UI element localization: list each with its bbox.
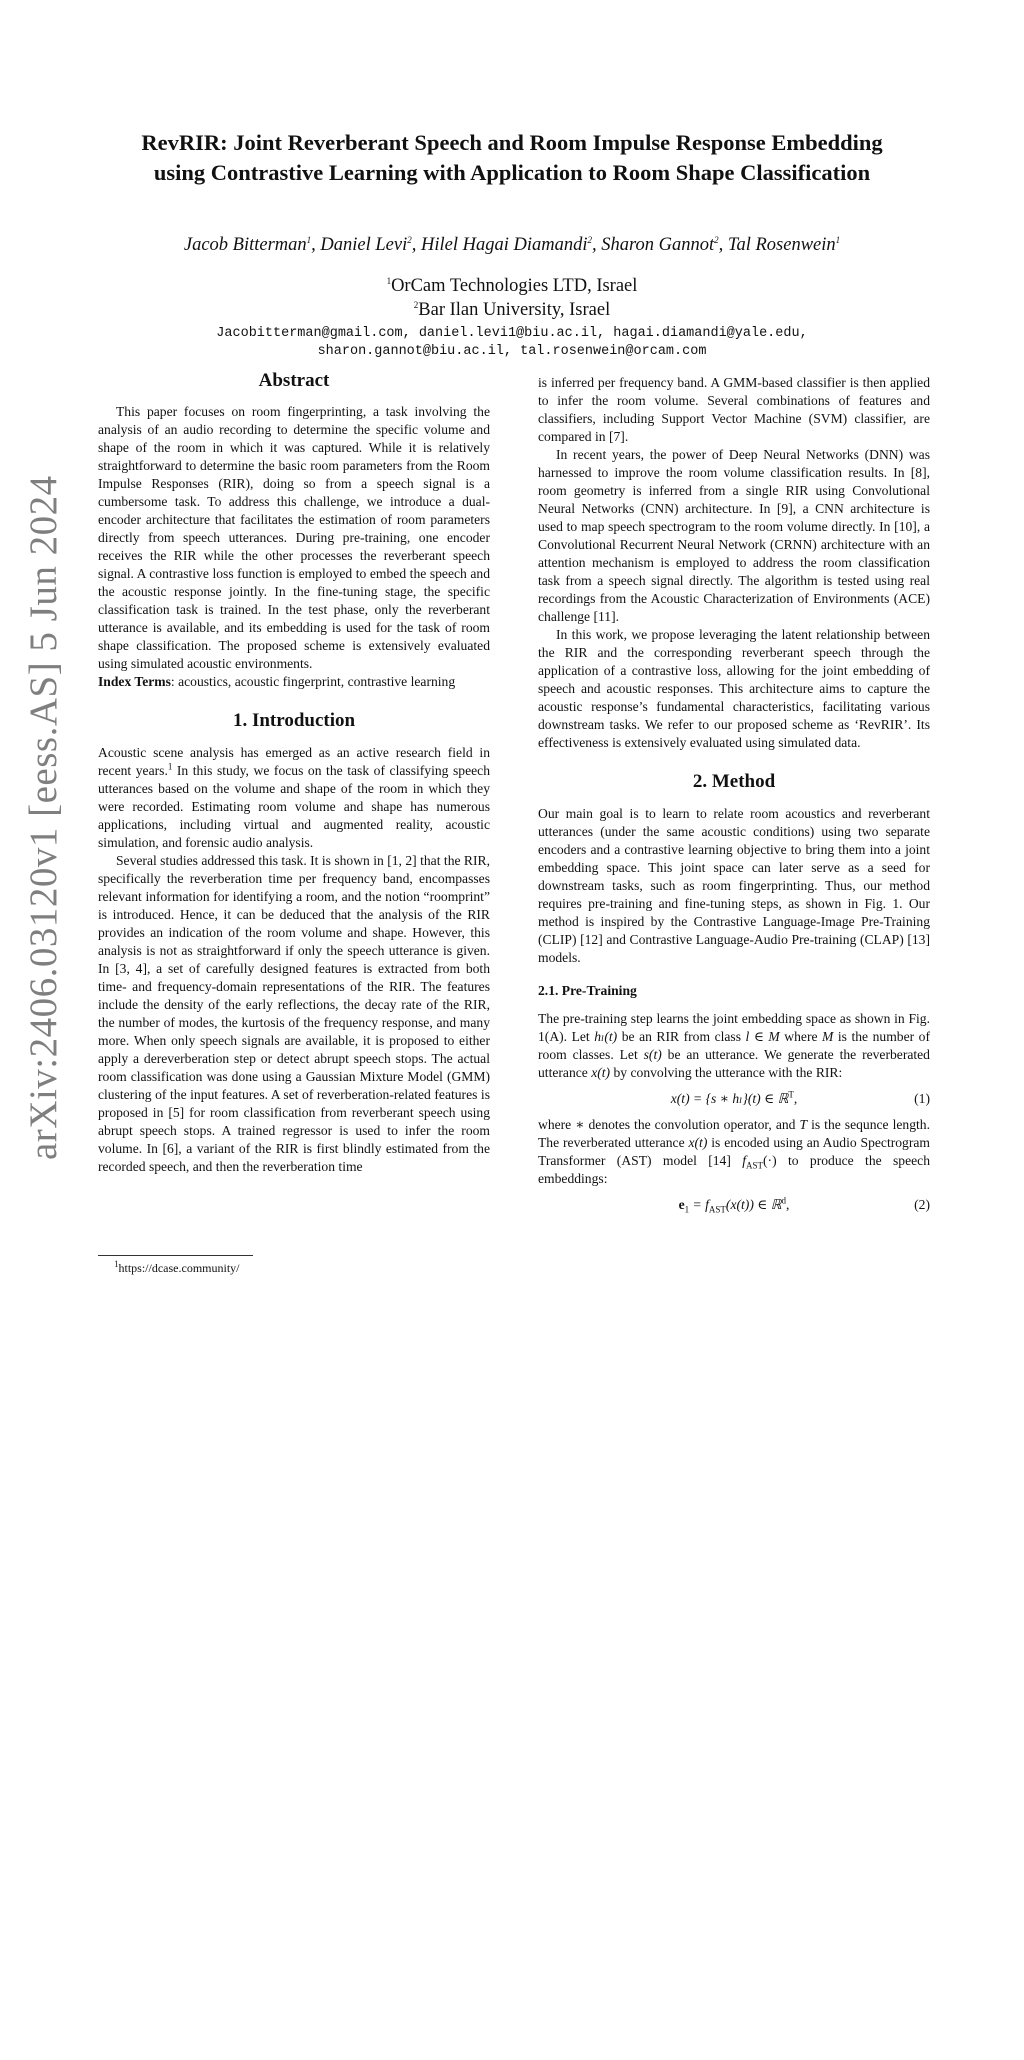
equation-1-number: (1) <box>914 1091 930 1106</box>
text-run: be an utterance. We generate the reverberated utterance <box>538 1047 930 1080</box>
index-terms-list: : acoustics, acoustic fingerprint, contrastive learning <box>170 674 456 689</box>
footnote-marker: 1 <box>167 761 173 772</box>
author-name: Daniel Levi <box>320 235 408 255</box>
author-name: Sharon Gannot <box>601 235 715 255</box>
method-heading: 2. Method <box>692 771 776 792</box>
author-separator: , <box>411 235 421 255</box>
email-line-1: Jacobitterman@gmail.com, daniel.levi1@biu.ac.il, hagai.diamandi@yale.edu, <box>216 326 808 341</box>
math-subscript: 1 <box>684 1204 690 1215</box>
affiliation-list <box>70 274 954 322</box>
footnote-divider <box>98 1255 253 1256</box>
intro-paragraph-1 <box>98 744 490 852</box>
intro-paragraph-2-continued: is inferred per frequency band. A GMM-based classifier is then applied to infer the room volume. Several combinations of features and classifiers, including Support Vector Machine (SVM) classifier, are compared in [7]. <box>538 375 930 444</box>
math-vector: e <box>678 1197 685 1212</box>
pretraining-heading: 2.1. Pre-Training <box>538 983 637 998</box>
text-run: The pre-training step learns the joint embedding space as shown in Fig. 1(A). Let <box>538 1011 930 1044</box>
math-punct: , <box>793 1091 798 1106</box>
author-separator: , <box>591 235 602 255</box>
author-name: Hilel Hagai Diamandi <box>420 235 588 255</box>
method-paragraph-1: Our main goal is to learn to relate room acoustics and reverberant utterances (under the same acoustic conditions) using two separate encoders and a contrastive learning objective to bring them into a joint embedding space. This joint space can later serve as a seed for downstream tasks, such as room fingerprinting. Thus, our method requires pre-training and fine-tuning steps, as shown in Fig. 1. Our method is inspired by the Contrastive Language-Image Pre-Training (CLIP) [12] and Contrastive Language-Audio Pre-training (CLAP) [13] models. <box>538 806 930 965</box>
author-emails <box>70 325 954 361</box>
footnote <box>114 1260 239 1276</box>
author-separator: , <box>718 235 728 255</box>
math-inline: hₗ(t) <box>594 1029 618 1044</box>
math-inline: s(t) <box>643 1047 662 1062</box>
math-inline: ∈ M <box>753 1029 780 1044</box>
equation-1-body <box>538 1090 900 1108</box>
author-affiliation-mark: 2 <box>407 234 412 245</box>
left-column <box>98 369 490 1176</box>
right-column <box>538 374 930 1214</box>
author-affiliation-mark: 1 <box>306 234 312 245</box>
author-list <box>70 232 954 258</box>
arxiv-side-stamp <box>8 475 80 2060</box>
index-terms <box>98 673 490 691</box>
math-subscript: AST <box>708 1204 726 1215</box>
math-subscript: AST <box>746 1160 764 1171</box>
author-name: Jacob Bitterman <box>183 235 307 255</box>
text-run: where ∗ denotes the convolution operator, and <box>538 1117 800 1132</box>
arxiv-identifier: arXiv:2406.03120v1 [eess.AS] 5 Jun 2024 <box>22 475 65 1160</box>
text-run: is the number of room classes. Let <box>538 1029 930 1062</box>
math-expression: = f <box>689 1197 709 1212</box>
abstract-heading: Abstract <box>258 370 330 391</box>
introduction-heading: 1. Introduction <box>232 710 356 731</box>
intro-p1-text-cont: In this study, we focus on the task of classifying speech utterances based on the volume and shape of the room in which they were recorded. Estimating room volume and shape has numerous applications, including virtual and augmented reality, acoustic simulation, and forensic audio analysis. <box>98 763 490 850</box>
intro-paragraph-4: In this work, we propose leveraging the latent relationship between the RIR and the corresponding reverberant speech through the application of a contrastive loss, allowing for the joint embedding of speech and acoustic responses. This architecture aims to capture the acoustic response’s fundamental characteristics, facilitating various downstream tasks. We refer to our proposed scheme as ‘RevRIR’. Its effectiveness is extensively evaluated using simulated data. <box>538 627 930 750</box>
title-line-1: RevRIR: Joint Reverberant Speech and Room Impulse Response Embedding <box>141 130 883 155</box>
text-run: by convolving the utterance with the RIR: <box>610 1065 843 1080</box>
affiliation-name: OrCam Technologies LTD, Israel <box>391 276 638 296</box>
author-affiliation-mark: 2 <box>714 234 719 245</box>
author-name: Tal Rosenwein <box>727 235 836 255</box>
math-expression: x(t) = {s ∗ hₗ}(t) ∈ ℝ <box>670 1091 789 1106</box>
title-line-2: using Contrastive Learning with Application to Room Shape Classification <box>153 160 871 185</box>
author-affiliation-mark: 2 <box>587 234 592 245</box>
text-run: is encoded using an Audio Spectrogram Transformer (AST) model [14] <box>538 1135 930 1168</box>
text-run: where <box>779 1029 823 1044</box>
math-inline: (·) <box>763 1153 777 1168</box>
equation-2-body <box>538 1196 900 1214</box>
abstract-text: This paper focuses on room fingerprinting, a task involving the analysis of an audio recording to determine the specific volume and shape of the room in which it was captured. While it is relatively straightforward to determine the basic room parameters from the Room Impulse Responses (RIR), doing so from a speech signal is a cumbersome task. To address this challenge, we introduce a dual-encoder architecture that facilitates the estimation of room parameters directly from speech utterances. During pre-training, one encoder receives the RIR while the other processes the reverberant speech signal. A contrastive loss function is employed to embed the speech and the acoustic response jointly. In the fine-tuning stage, the specific classification task is trained. In the test phase, only the reverberant utterance is available, and its embedding is used for the task of room shape classification. The proposed scheme is extensively evaluated using simulated acoustic environments. <box>98 404 490 671</box>
footnote-link[interactable]: https://dcase.community/ <box>118 1261 240 1275</box>
affiliation-number: 2 <box>413 299 419 310</box>
paper-title <box>70 128 954 188</box>
equation-2 <box>538 1196 930 1214</box>
author-affiliation-mark: 1 <box>835 234 841 245</box>
affiliation-line <box>70 274 954 298</box>
math-superscript: T <box>788 1089 794 1100</box>
math-expression: (x(t)) ∈ ℝ <box>725 1197 782 1212</box>
email-line-2: sharon.gannot@biu.ac.il, tal.rosenwein@orcam.com <box>317 344 707 359</box>
math-inline: x(t) <box>591 1065 611 1080</box>
math-punct: , <box>785 1197 790 1212</box>
equation-2-number: (2) <box>914 1197 930 1212</box>
math-superscript: d <box>781 1195 786 1206</box>
method-paragraph-3 <box>538 1116 930 1188</box>
text-run: to produce the speech embeddings: <box>538 1153 930 1186</box>
index-terms-label: Index Terms <box>98 674 171 689</box>
math-inline: f <box>742 1153 747 1168</box>
math-inline: l <box>745 1029 750 1044</box>
footnote-number: 1 <box>114 1259 119 1269</box>
method-paragraph-2 <box>538 1010 930 1082</box>
text-run: be an RIR from class <box>617 1029 746 1044</box>
intro-paragraph-2: Several studies addressed this task. It is shown in [1, 2] that the RIR, specifically the reverberation time per frequency band, encompasses relevant information for identifying a room, and the notion “roomprint” is introduced. Hence, it can be deduced that the analysis of the RIR provides an indication of the room volume and shape. However, this analysis is not as straightforward if only the speech utterance is given. In [3, 4], a set of carefully designed features is extracted from both time- and frequency-domain representations of the RIR. The features include the density of the early reflections, the decay rate of the RIR, the number of modes, the kurtosis of the frequency response, and many more. When only speech signals are available, it is proposed to either apply a dereverberation step or detect abrupt speech stops. The actual room classification was done using a Gaussian Mixture Model (GMM) clustering of the input features. A set of reverberation-related features is proposed in [5] for room classification from reverberant speech using abrupt speech stops. A trained regressor is used to infer the room volume. In [6], a variant of the RIR is first blindly estimated from the recorded speech, and then the reverberation time <box>98 853 490 1174</box>
affiliation-line <box>70 298 954 322</box>
math-inline: T <box>799 1117 808 1132</box>
equation-1 <box>538 1090 930 1108</box>
affiliation-name: Bar Ilan University, Israel <box>418 300 611 320</box>
math-inline: x(t) <box>688 1135 708 1150</box>
intro-p1-text: Acoustic scene analysis has emerged as an active research field in recent years. <box>98 745 490 778</box>
author-separator: , <box>311 235 321 255</box>
text-run: is the sequnce length. The reverberated utterance <box>538 1117 930 1150</box>
intro-paragraph-3: In recent years, the power of Deep Neural Networks (DNN) was harnessed to improve the room volume classification results. In [8], room geometry is inferred from a single RIR using Convolutional Neural Networks (CNN) architecture. In [9], a CNN architecture is used to map speech spectrogram to the room volume directly. In [10], a Convolutional Recurrent Neural Network (CRNN) architecture with an attention mechanism is employed to address the room classification task from a speech signal directly. The algorithm is tested using real recordings from the Acoustic Characterization of Environments (ACE) challenge [11]. <box>538 447 930 624</box>
math-inline: M <box>822 1029 834 1044</box>
affiliation-number: 1 <box>386 275 392 286</box>
